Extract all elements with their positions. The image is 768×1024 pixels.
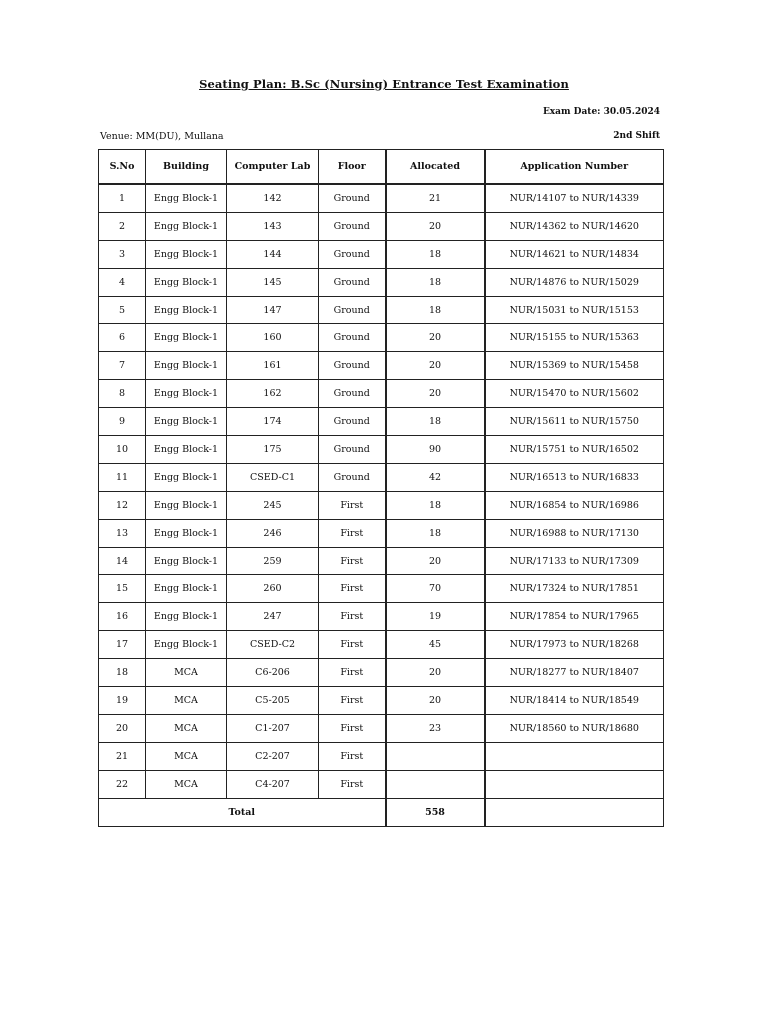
total-label: Total [99,798,386,826]
cell-application-number: NUR/15751 to NUR/16502 [485,436,664,464]
cell-computer-lab: 245 [227,491,319,519]
cell-application-number: NUR/18277 to NUR/18407 [485,659,664,687]
table-row [99,659,664,687]
cell-application-number: NUR/17854 to NUR/17965 [485,603,664,631]
seating-plan-table [98,149,664,827]
cell-building: Engg Block-1 [146,352,227,380]
cell-computer-lab: 259 [227,547,319,575]
table-row [99,742,664,770]
cell-application-number: NUR/17133 to NUR/17309 [485,547,664,575]
cell-building: Engg Block-1 [146,631,227,659]
cell-building: Engg Block-1 [146,491,227,519]
cell-floor: Ground [319,380,386,408]
cell-application-number [485,742,664,770]
cell-application-number: NUR/15031 to NUR/15153 [485,296,664,324]
cell-application-number: NUR/18560 to NUR/18680 [485,714,664,742]
cell-floor: Ground [319,463,386,491]
cell-application-number: NUR/16988 to NUR/17130 [485,519,664,547]
cell-computer-lab: C5-205 [227,687,319,715]
cell-application-number: NUR/17324 to NUR/17851 [485,575,664,603]
cell-floor: Ground [319,324,386,352]
cell-allocated [386,770,485,798]
cell-computer-lab: 247 [227,603,319,631]
table-row [99,519,664,547]
total-row [99,798,664,826]
table-row [99,296,664,324]
cell-building: Engg Block-1 [146,603,227,631]
cell-floor: First [319,547,386,575]
cell-sno: 16 [99,603,146,631]
cell-building: Engg Block-1 [146,436,227,464]
cell-computer-lab: 260 [227,575,319,603]
cell-allocated: 18 [386,240,485,268]
cell-floor: First [319,491,386,519]
cell-allocated: 20 [386,547,485,575]
cell-allocated: 20 [386,212,485,240]
cell-allocated: 20 [386,687,485,715]
cell-allocated: 20 [386,324,485,352]
cell-floor: Ground [319,352,386,380]
table-row [99,631,664,659]
table-row [99,212,664,240]
cell-floor: Ground [319,212,386,240]
cell-building: Engg Block-1 [146,184,227,212]
cell-sno: 3 [99,240,146,268]
cell-computer-lab: 145 [227,268,319,296]
table-row [99,352,664,380]
cell-application-number: NUR/16854 to NUR/16986 [485,491,664,519]
cell-allocated: 18 [386,268,485,296]
cell-allocated: 20 [386,659,485,687]
cell-sno: 1 [99,184,146,212]
shift-label: 2nd Shift [613,131,660,141]
cell-sno: 11 [99,463,146,491]
cell-application-number: NUR/15470 to NUR/15602 [485,380,664,408]
cell-floor: Ground [319,268,386,296]
table-row [99,380,664,408]
table-row [99,268,664,296]
cell-computer-lab: 144 [227,240,319,268]
cell-building: MCA [146,742,227,770]
cell-building: MCA [146,714,227,742]
cell-application-number [485,770,664,798]
cell-allocated: 21 [386,184,485,212]
cell-floor: Ground [319,436,386,464]
cell-floor: First [319,519,386,547]
cell-allocated: 19 [386,603,485,631]
cell-application-number: NUR/14621 to NUR/14834 [485,240,664,268]
cell-building: Engg Block-1 [146,547,227,575]
cell-building: Engg Block-1 [146,324,227,352]
table-row [99,770,664,798]
cell-sno: 2 [99,212,146,240]
cell-sno: 22 [99,770,146,798]
cell-sno: 12 [99,491,146,519]
header-sno: S.No [99,150,146,185]
table-row [99,687,664,715]
cell-computer-lab: CSED-C2 [227,631,319,659]
cell-allocated: 20 [386,352,485,380]
header-floor: Floor [319,150,386,185]
cell-computer-lab: C6-206 [227,659,319,687]
table-row [99,463,664,491]
cell-floor: Ground [319,184,386,212]
header-application-number: Application Number [485,150,664,185]
cell-floor: First [319,631,386,659]
cell-sno: 21 [99,742,146,770]
cell-sno: 4 [99,268,146,296]
cell-building: Engg Block-1 [146,212,227,240]
table-row [99,547,664,575]
cell-computer-lab: C2-207 [227,742,319,770]
total-value: 558 [386,798,485,826]
cell-computer-lab: 147 [227,296,319,324]
cell-sno: 8 [99,380,146,408]
header-allocated: Allocated [386,150,485,185]
table-row [99,575,664,603]
cell-building: MCA [146,659,227,687]
cell-floor: First [319,659,386,687]
cell-computer-lab: C4-207 [227,770,319,798]
cell-allocated [386,742,485,770]
table-header-row [99,150,664,185]
cell-building: MCA [146,770,227,798]
cell-allocated: 18 [386,408,485,436]
cell-computer-lab: 246 [227,519,319,547]
cell-floor: Ground [319,240,386,268]
cell-floor: Ground [319,408,386,436]
cell-building: Engg Block-1 [146,575,227,603]
cell-application-number: NUR/16513 to NUR/16833 [485,463,664,491]
cell-sno: 15 [99,575,146,603]
total-empty-cell [485,798,664,826]
cell-sno: 9 [99,408,146,436]
table-row [99,408,664,436]
cell-floor: First [319,742,386,770]
cell-floor: First [319,714,386,742]
cell-sno: 18 [99,659,146,687]
cell-computer-lab: 174 [227,408,319,436]
exam-date: Exam Date: 30.05.2024 [542,107,660,117]
cell-building: MCA [146,687,227,715]
cell-application-number: NUR/15369 to NUR/15458 [485,352,664,380]
cell-computer-lab: 161 [227,352,319,380]
cell-computer-lab: 162 [227,380,319,408]
header-computer-lab: Computer Lab [227,150,319,185]
cell-application-number: NUR/14107 to NUR/14339 [485,184,664,212]
cell-allocated: 18 [386,491,485,519]
table-row [99,436,664,464]
cell-sno: 6 [99,324,146,352]
table-body [99,184,664,798]
cell-sno: 17 [99,631,146,659]
document-title: Seating Plan: B.Sc (Nursing) Entrance Test Examination [199,77,569,91]
cell-sno: 19 [99,687,146,715]
cell-building: Engg Block-1 [146,268,227,296]
cell-building: Engg Block-1 [146,380,227,408]
cell-building: Engg Block-1 [146,408,227,436]
cell-computer-lab: C1-207 [227,714,319,742]
header-building: Building [146,150,227,185]
cell-floor: First [319,575,386,603]
cell-allocated: 70 [386,575,485,603]
cell-sno: 7 [99,352,146,380]
table-row [99,491,664,519]
cell-building: Engg Block-1 [146,240,227,268]
cell-building: Engg Block-1 [146,296,227,324]
cell-application-number: NUR/14362 to NUR/14620 [485,212,664,240]
cell-application-number: NUR/14876 to NUR/15029 [485,268,664,296]
cell-allocated: 90 [386,436,485,464]
cell-computer-lab: CSED-C1 [227,463,319,491]
cell-computer-lab: 175 [227,436,319,464]
cell-floor: Ground [319,296,386,324]
cell-computer-lab: 143 [227,212,319,240]
cell-floor: First [319,770,386,798]
cell-allocated: 23 [386,714,485,742]
cell-sno: 14 [99,547,146,575]
cell-building: Engg Block-1 [146,519,227,547]
cell-application-number: NUR/15155 to NUR/15363 [485,324,664,352]
cell-sno: 20 [99,714,146,742]
cell-allocated: 18 [386,296,485,324]
cell-application-number: NUR/15611 to NUR/15750 [485,408,664,436]
cell-computer-lab: 160 [227,324,319,352]
cell-application-number: NUR/18414 to NUR/18549 [485,687,664,715]
cell-allocated: 18 [386,519,485,547]
cell-sno: 5 [99,296,146,324]
table-row [99,714,664,742]
cell-building: Engg Block-1 [146,463,227,491]
cell-floor: First [319,603,386,631]
cell-application-number: NUR/17973 to NUR/18268 [485,631,664,659]
table-row [99,603,664,631]
table-row [99,240,664,268]
cell-computer-lab: 142 [227,184,319,212]
cell-sno: 13 [99,519,146,547]
cell-allocated: 20 [386,380,485,408]
cell-sno: 10 [99,436,146,464]
cell-floor: First [319,687,386,715]
table-row [99,324,664,352]
table-row [99,184,664,212]
cell-allocated: 42 [386,463,485,491]
venue-label: Venue: MM(DU), Mullana [100,131,224,142]
cell-allocated: 45 [386,631,485,659]
